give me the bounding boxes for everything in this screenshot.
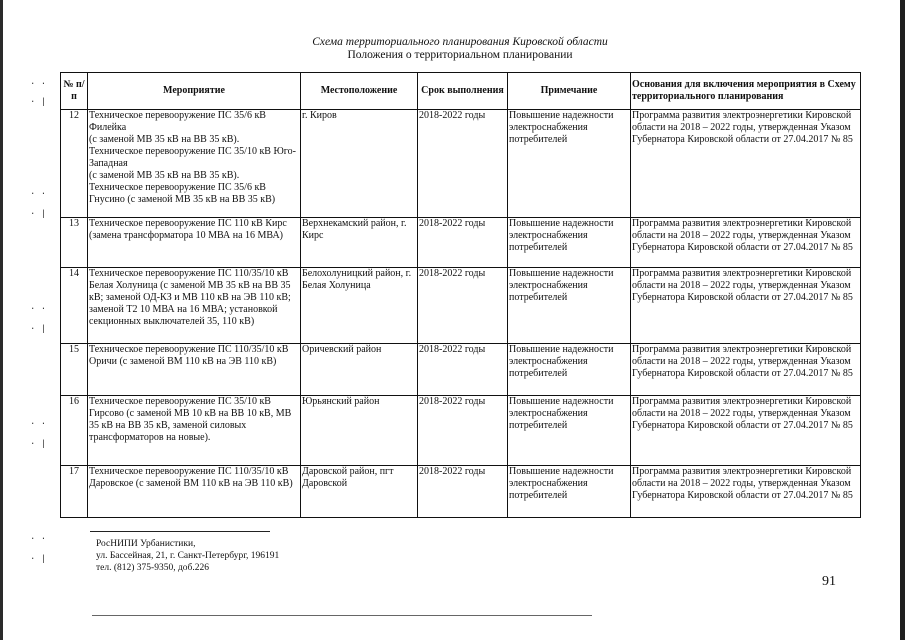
row-event: Техническое перевооружение ПС 110/35/10 кВ Оричи (с заменой ВМ 110 кВ на ЭВ 110 кВ) <box>88 344 301 396</box>
row-basis: Программа развития электроэнергетики Кировской области на 2018 – 2022 годы, утвержденная Указом Губернатора Кировской области от 27.04.2017 № 85 <box>631 268 861 344</box>
margin-mark: · | <box>30 209 47 219</box>
scan-left-edge <box>0 0 3 640</box>
col-header-num: № п/п <box>61 73 88 110</box>
row-note: Повышение надежности электроснабжения потребителей <box>508 218 631 268</box>
row-num: 13 <box>61 218 88 268</box>
col-header-note: Примечание <box>508 73 631 110</box>
row-location: Юрьянский район <box>301 396 418 466</box>
margin-mark: · · <box>30 189 47 199</box>
row-event: Техническое перевооружение ПС 110/35/10 кВ Белая Холуница (с заменой МВ 35 кВ на ВВ 35 кВ; заменой ОД-КЗ и МВ 110 кВ на ЭВ 110 кВ; заменой Т2 10 МВА на 16 МВА; установкой секционных выключателей 35, 110 кВ) <box>88 268 301 344</box>
margin-mark: · | <box>30 439 47 449</box>
row-location: Белохолуницкий район, г. Белая Холуница <box>301 268 418 344</box>
col-header-event: Мероприятие <box>88 73 301 110</box>
row-num: 12 <box>61 110 88 218</box>
bottom-rule <box>92 615 592 616</box>
row-term: 2018-2022 годы <box>418 268 508 344</box>
row-note: Повышение надежности электроснабжения потребителей <box>508 268 631 344</box>
row-basis: Программа развития электроэнергетики Кировской области на 2018 – 2022 годы, утвержденная Указом Губернатора Кировской области от 27.04.2017 № 85 <box>631 110 861 218</box>
margin-mark: · · <box>30 419 47 429</box>
row-num: 15 <box>61 344 88 396</box>
row-num: 14 <box>61 268 88 344</box>
document-footer <box>96 538 279 574</box>
page-number: 91 <box>822 574 836 589</box>
row-event: Техническое перевооружение ПС 35/6 кВ Филейка (с заменой МВ 35 кВ на ВВ 35 кВ). Техническое перевооружение ПС 35/10 кВ Юго-Западная (с заменой МВ 35 кВ на ВВ 35 кВ). Техническое перевооружение ПС 35/6 кВ Гнусино (с заменой МВ 35 кВ на ВВ 35 кВ) <box>88 110 301 218</box>
row-basis: Программа развития электроэнергетики Кировской области на 2018 – 2022 годы, утвержденная Указом Губернатора Кировской области от 27.04.2017 № 85 <box>631 466 861 518</box>
row-event: Техническое перевооружение ПС 110/35/10 кВ Даровское (с заменой ВМ 110 кВ на ЭВ 110 кВ) <box>88 466 301 518</box>
margin-mark: · · <box>30 79 47 89</box>
margin-mark: · | <box>30 324 47 334</box>
col-header-location: Местоположение <box>301 73 418 110</box>
row-event: Техническое перевооружение ПС 35/10 кВ Гирсово (с заменой МВ 10 кВ на ВВ 10 кВ, МВ 35 кВ на ВВ 35 кВ, заменой силовых трансформаторов на новые). <box>88 396 301 466</box>
row-note: Повышение надежности электроснабжения потребителей <box>508 344 631 396</box>
row-term: 2018-2022 годы <box>418 466 508 518</box>
row-note: Повышение надежности электроснабжения потребителей <box>508 110 631 218</box>
events-table <box>60 72 861 518</box>
row-num: 17 <box>61 466 88 518</box>
footer-org: РосНИПИ Урбанистики, <box>96 539 196 549</box>
row-term: 2018-2022 годы <box>418 218 508 268</box>
row-location: Оричевский район <box>301 344 418 396</box>
row-event: Техническое перевооружение ПС 110 кВ Кирс (замена трансформатора 10 МВА на 16 МВА) <box>88 218 301 268</box>
scan-right-edge <box>900 0 905 640</box>
row-term: 2018-2022 годы <box>418 344 508 396</box>
row-note: Повышение надежности электроснабжения потребителей <box>508 466 631 518</box>
row-note: Повышение надежности электроснабжения потребителей <box>508 396 631 466</box>
table-row <box>61 110 861 218</box>
row-term: 2018-2022 годы <box>418 110 508 218</box>
header-title: Схема территориального планирования Кировской области <box>312 36 608 48</box>
margin-mark: · · <box>30 304 47 314</box>
row-basis: Программа развития электроэнергетики Кировской области на 2018 – 2022 годы, утвержденная Указом Губернатора Кировской области от 27.04.2017 № 85 <box>631 344 861 396</box>
footer-rule <box>90 531 270 532</box>
row-term: 2018-2022 годы <box>418 396 508 466</box>
footer-phone: тел. (812) 375-9350, доб.226 <box>96 563 210 573</box>
row-location: г. Киров <box>301 110 418 218</box>
col-header-term: Срок выполнения <box>418 73 508 110</box>
col-header-basis: Основания для включения мероприятия в Схему территориального планирования <box>631 73 861 110</box>
document-header <box>60 36 860 62</box>
table-row <box>61 344 861 396</box>
margin-mark: · | <box>30 97 47 107</box>
row-basis: Программа развития электроэнергетики Кировской области на 2018 – 2022 годы, утвержденная Указом Губернатора Кировской области от 27.04.2017 № 85 <box>631 396 861 466</box>
row-location: Верхнекамский район, г. Кирс <box>301 218 418 268</box>
table-header-row <box>61 73 861 110</box>
table-row <box>61 396 861 466</box>
table-row <box>61 268 861 344</box>
margin-mark: · | <box>30 554 47 564</box>
row-num: 16 <box>61 396 88 466</box>
row-location: Даровской район, пгт Даровской <box>301 466 418 518</box>
footer-address: ул. Бассейная, 21, г. Санкт-Петербург, 196191 <box>96 551 280 561</box>
header-subtitle: Положения о территориальном планировании <box>347 49 573 61</box>
row-basis: Программа развития электроэнергетики Кировской области на 2018 – 2022 годы, утвержденная Указом Губернатора Кировской области от 27.04.2017 № 85 <box>631 218 861 268</box>
margin-mark: · · <box>30 534 47 544</box>
table-row <box>61 218 861 268</box>
table-row <box>61 466 861 518</box>
